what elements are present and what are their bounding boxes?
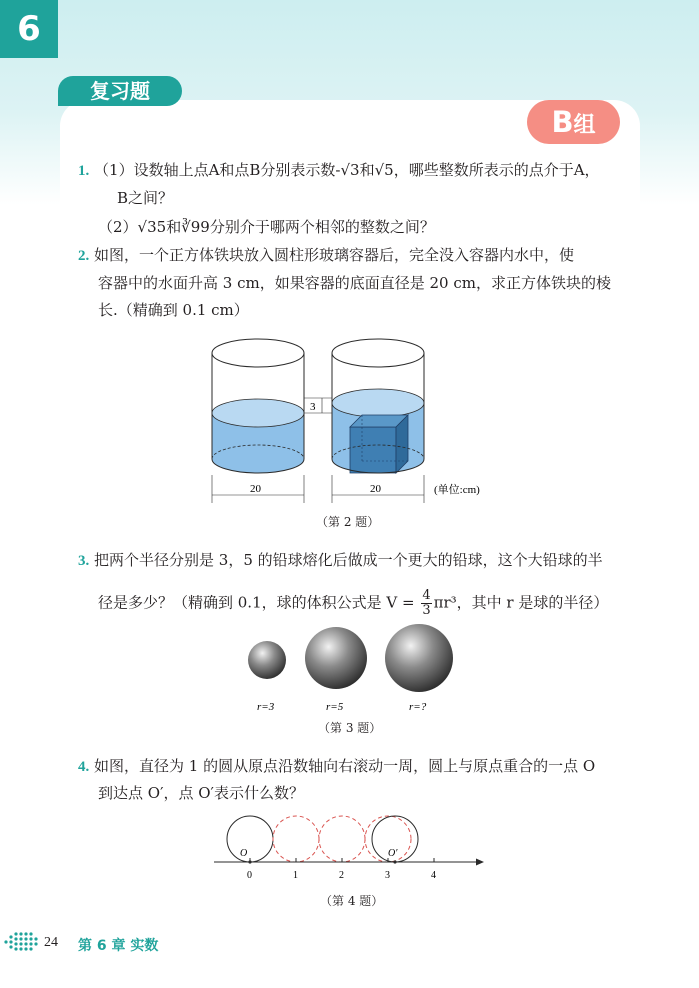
chapter-title: 第 6 章 实数 — [78, 938, 159, 954]
figure-3-caption: （第 3 题） — [318, 721, 382, 735]
group-suffix: 组 — [573, 113, 596, 138]
tick-label-2: 2 — [339, 870, 344, 881]
tick-label-4: 4 — [431, 870, 436, 881]
volume-fraction — [421, 589, 431, 618]
right-cylinder — [332, 339, 424, 473]
ball-unknown — [385, 624, 453, 692]
point-o-prime-label: O′ — [388, 848, 398, 859]
tick-label-3: 3 — [385, 870, 390, 881]
tick-label-1: 1 — [293, 870, 298, 881]
page-number: 24 — [44, 935, 58, 950]
problem-3-text-1: 把两个半径分别是 3，5 的铅球熔化后做成一个更大的铅球，这个大铅球的半 — [94, 551, 603, 569]
problem-2-text-2: 容器中的水面升高 3 cm，如果容器的底面直径是 20 cm，求正方体铁块的棱 — [98, 274, 611, 292]
figure-4-caption: （第 4 题） — [320, 894, 384, 908]
problem-4-line-1 — [78, 756, 595, 777]
axis-arrow — [476, 859, 484, 866]
ball-r5 — [305, 627, 367, 689]
figure-2-caption: （第 2 题） — [316, 515, 380, 529]
height-label: 3 — [310, 401, 316, 413]
diameter-right-label: 20 — [370, 483, 381, 495]
problem-3-line-1 — [78, 550, 603, 571]
problem-2-line-1 — [78, 245, 574, 266]
fraction-numerator: 4 — [422, 588, 431, 603]
figure-4-number-line — [210, 812, 495, 887]
group-letter: B — [551, 105, 574, 139]
figure-2-cylinders — [200, 325, 520, 505]
rolling-circle-2 — [319, 816, 365, 862]
problem-1-line-1 — [78, 160, 600, 181]
left-cylinder — [212, 339, 304, 473]
problem-1-text-2: B之间？ — [117, 189, 174, 207]
problem-2-text-3: 长.（精确到 0.1 cm） — [98, 301, 249, 319]
problem-1-text-3: （2）√35和∛99分别介于哪两个相邻的整数之间？ — [98, 218, 435, 236]
ball-label-2: r=5 — [326, 701, 344, 713]
fraction-denominator: 3 — [422, 603, 431, 618]
problem-4-text-2: 到达点 O′，点 O′表示什么数？ — [98, 784, 304, 802]
problem-3-text-2b: πr³，其中 r 是球的半径） — [433, 593, 609, 612]
problem-4-text-1: 如图，直径为 1 的圆从原点沿数轴向右滚动一周，圆上与原点重合的一点 O — [94, 757, 596, 775]
problem-3-line-2 — [98, 589, 608, 618]
problem-1-text-1: （1）设数轴上点A和点B分别表示数-√3和√5，哪些整数所表示的点介于A， — [94, 161, 600, 179]
start-circle — [227, 816, 273, 862]
point-o-label: O — [240, 848, 248, 859]
rolling-circle-1 — [273, 816, 319, 862]
height-indicator — [304, 398, 332, 413]
problem-3-text-2a: 径是多少？（精确到 0.1，球的体积公式是 V = — [98, 593, 420, 612]
problem-2-text-1: 如图，一个正方体铁块放入圆柱形玻璃容器后，完全没入容器内水中，使 — [94, 246, 575, 264]
ball-label-3: r=? — [409, 701, 427, 713]
section-title: 复习题 — [58, 76, 182, 106]
ball-r3 — [248, 641, 286, 679]
problem-3-number: 3. — [78, 553, 90, 569]
footer-dots-decoration — [2, 930, 40, 954]
problem-2-number: 2. — [78, 248, 90, 264]
iron-cube — [350, 415, 408, 473]
tick-label-0: 0 — [247, 870, 252, 881]
group-badge — [527, 100, 620, 144]
chapter-number-tab: 6 — [0, 0, 58, 58]
ball-label-1: r=3 — [257, 701, 275, 713]
diameter-dimensions — [212, 475, 480, 503]
diameter-left-label: 20 — [250, 483, 261, 495]
figure-3-balls — [235, 620, 475, 720]
problem-4-number: 4. — [78, 759, 90, 775]
problem-1-number: 1. — [78, 163, 90, 179]
unit-label: (单位:cm) — [434, 484, 480, 496]
